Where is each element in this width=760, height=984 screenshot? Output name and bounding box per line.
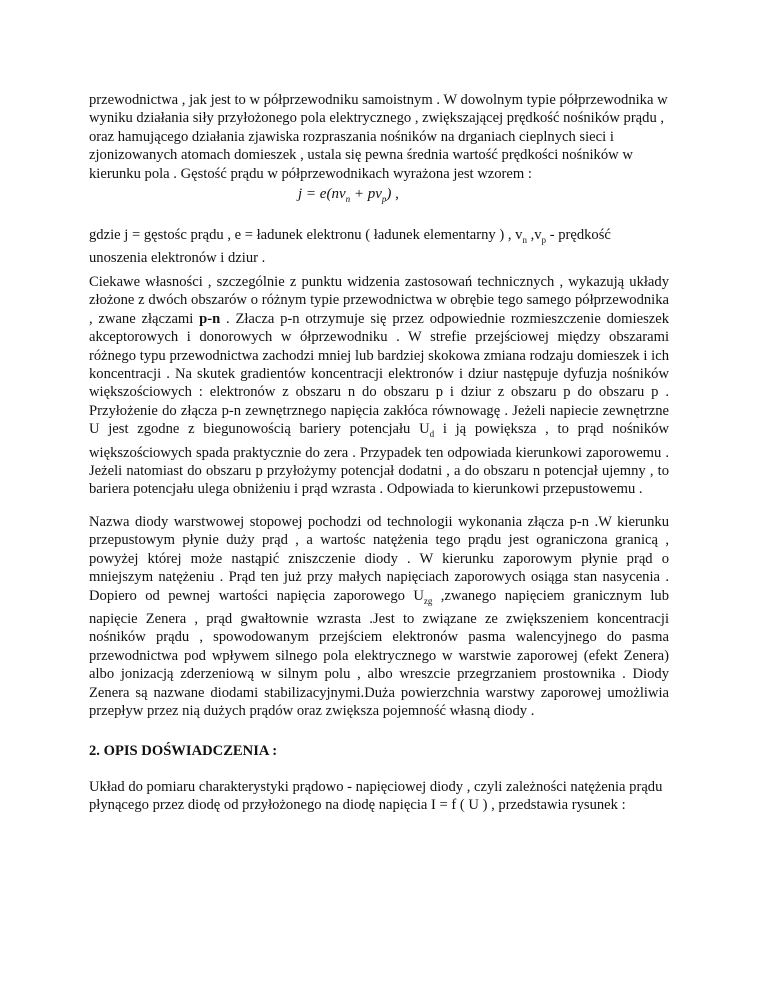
legend-part2: ,v <box>526 227 542 243</box>
legend-sub-p: p <box>541 234 547 245</box>
formula-sub-p: p <box>381 194 387 204</box>
paragraph-experiment: Układ do pomiaru charakterystyki prądowo - napięciowej diody , czyli zależności natężenia prądu płynącego przez diodę od przyłożonego na diodę napięcia I = f ( U ) , przedstawia rysunek : <box>89 779 663 814</box>
section-heading: 2. OPIS DOŚWIADCZENIA : <box>89 743 278 759</box>
paragraph-legend <box>89 226 669 268</box>
formula-mid: + pv <box>350 186 382 202</box>
zener-sub-zg: zg <box>423 595 433 606</box>
pn-sub-d: d <box>429 429 435 440</box>
formula-rhs: ) , <box>386 186 399 202</box>
zener-part1: Nazwa diody warstwowej stopowej pochodzi od technologii wykonania złącza p-n .W kierunku przepustowym płynie duży prąd , a wartośc natężenia tego prądu jest ograniczona granicą , powyżej której może nastąpić zniszczenie diody . W kierunku zaporowym płynie prąd o mniejszym natężeniu . Prąd ten już przy małych napięciach zaporowych osiąga stan nasycenia . Dopiero od pewnej wartości napięcia zaporowego U <box>89 514 669 604</box>
pn-part2: . Złacza p-n otrzymuje się przez odpowiednie rozmieszczenie domieszek akceptorowych i donorowych w ółprzewodniku . W strefie przejściowej między obszarami różnego typu przewodnictwa zachodzi mniej lub bardziej skokowa zmiana rodzaju domieszek i ich koncentracji . Na skutek gradientów koncentracji elektronów i dziur następuje dyfuzja nośników większościowych : elektronów z obszaru n do obszaru p i dziur z obszaru p do obszaru p . Przyłożenie do złącza p-n zewnętrznego napięcia zakłóca równowagę . Jeżeli napiecie zewnętrzne U jest zgodne z biegunowością bariery potencjału U <box>89 310 669 438</box>
pn-part3: i ją powiększa , to prąd nośników większościowych spada praktycznie do zera . Przypadek ten odpowiada kierunkowi zaporowemu . Jeżeli natomiast do obszaru p przyłożymy potencjał dodatni , a do obszaru n potencjał ujemny , to bariera potencjału ulega obniżeniu i prąd wzrasta . Odpowiada to kierunkowi przepustowemu . <box>89 421 669 498</box>
legend-part3: - prędkość unoszenia elektronów i dziur . <box>89 227 611 267</box>
paragraph-zener <box>89 513 669 720</box>
paragraph-intro: przewodnictwa , jak jest to w półprzewodniku samoistnym . W dowolnym typie półprzewodnika w wyniku działania siły przyłożonego pola elektrycznego , zwiększającej prędkość nośników prądu , oraz hamującego działania zjawiska rozpraszania nośników na drganiach cieplnych sieci i zjonizowanych atomach domieszek , ustala się pewna średnia wartość prędkości nośników w kierunku pola . Gęstość prądu w półprzewodnikach wyrażona jest wzorem : <box>89 92 668 182</box>
formula-lhs: j = e(nv <box>298 186 346 202</box>
zener-part2: ,zwanego napięciem granicznym lub napięcie Zenera , prąd gwałtownie wzrasta .Jest to związane ze zwiększeniem koncentracji nośników prądu , spowodowanym przejściem elektronów pasma walencyjnego do pasma przewodnictwa pod wpływem silnego pola elektrycznego w warstwie zaporowej (efekt Zenera) albo jonizacją zderzeniową w silnym polu , albo wreszcie przegrzaniem prostownika . Diody Zenera są nazwane diodami stabilizacyjnymi.Duża powierzchnia warstwy zaporowej umożliwia przepływ przez nią dużych prądów oraz zwiększa pojemność własną diody . <box>89 587 669 719</box>
legend-part1: gdzie j = gęstośc prądu , e = ładunek elektronu ( ładunek elementarny ) , v <box>89 227 523 243</box>
formula-sub-n: n <box>345 194 351 204</box>
pn-bold-term: p-n <box>199 310 221 327</box>
current-density-formula <box>298 186 399 204</box>
paragraph-pn-junction <box>89 273 669 499</box>
pn-part1: Ciekawe własności , szczególnie z punktu widzenia zastosowań technicznych , wykazują układy złożone z dwóch obszarów o różnym typie przewodnictwa w obrębie tego samego półprzewodnika , zwane złączami <box>89 274 669 327</box>
legend-sub-n: n <box>522 234 527 245</box>
